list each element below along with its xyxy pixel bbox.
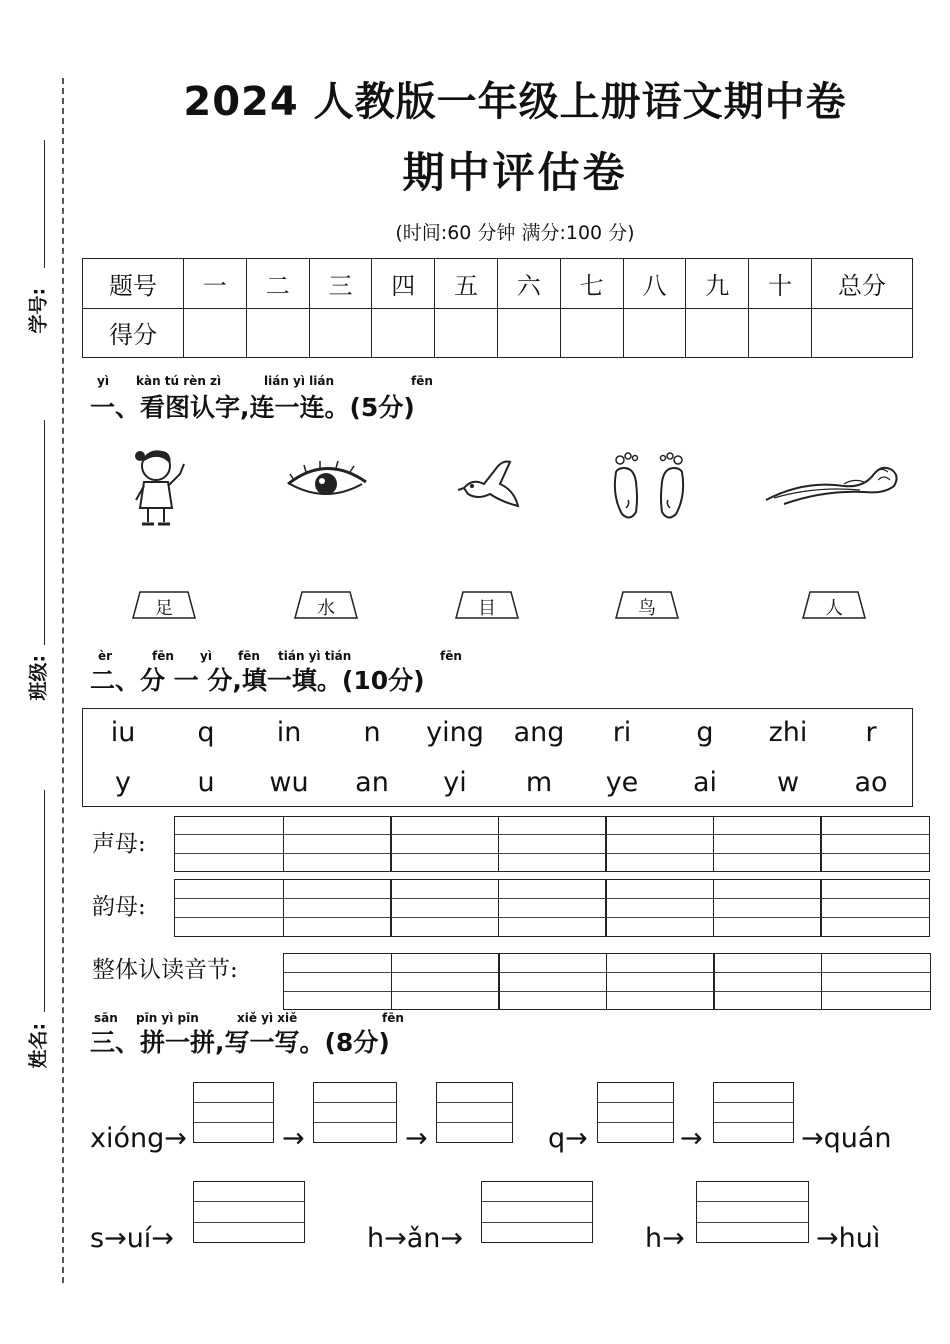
letter: iu [110, 717, 136, 748]
score-header-cell: 总分 [812, 259, 913, 309]
section1-pinyin: fēn [411, 374, 433, 388]
whole-syllable-label: 整体认读音节: [92, 957, 238, 983]
score-cell[interactable] [686, 308, 749, 358]
writing-cell[interactable] [174, 879, 284, 937]
section3-pinyin: xiě yì xiě [237, 1011, 298, 1025]
letter: q [197, 717, 215, 748]
girl-icon [128, 444, 198, 530]
letter: ao [854, 767, 888, 798]
write-box[interactable] [597, 1082, 674, 1143]
arrow: → [282, 1123, 305, 1154]
eye-icon [286, 460, 368, 502]
whole-syllable-grid [283, 953, 931, 1010]
pinyin-end: →huì [816, 1223, 881, 1254]
char-card[interactable] [294, 591, 358, 619]
student-id-blank[interactable] [44, 140, 45, 268]
writing-cell[interactable] [391, 953, 500, 1010]
pinyin-start: h→ǎn→ [367, 1223, 464, 1254]
writing-cell[interactable] [283, 816, 392, 872]
pinyin-start: s→uí→ [90, 1223, 174, 1254]
letter: wu [269, 767, 309, 798]
score-header-cell: 二 [246, 259, 309, 309]
score-table [82, 258, 913, 358]
char-card-text: 鸟 [638, 598, 656, 619]
score-cell[interactable] [812, 308, 913, 358]
letter: n [363, 717, 381, 748]
writing-cell[interactable] [498, 953, 607, 1010]
page-title: 2024 人教版一年级上册语文期中卷 [183, 79, 847, 125]
name-label: 姓名: [27, 1022, 50, 1069]
char-card-text: 水 [317, 598, 335, 619]
writing-cell[interactable] [498, 879, 607, 937]
score-header-cell: 十 [749, 259, 812, 309]
writing-cell[interactable] [820, 879, 930, 937]
write-box[interactable] [481, 1181, 593, 1243]
char-card[interactable] [132, 591, 196, 619]
letter: w [776, 767, 800, 798]
pinyin-end: →quán [801, 1123, 892, 1154]
score-header-cell: 五 [435, 259, 498, 309]
write-box[interactable] [436, 1082, 513, 1143]
char-card[interactable] [802, 591, 866, 619]
section2-pinyin: tián yì tián [278, 649, 352, 663]
score-header-cell: 三 [309, 259, 372, 309]
feet-icon [606, 448, 692, 524]
letter: ye [605, 767, 639, 798]
score-table-score-row [83, 308, 913, 358]
pinyin-start: h→ [645, 1223, 685, 1254]
section3-pinyin: pīn yì pīn [136, 1011, 199, 1025]
letter: m [525, 767, 553, 798]
class-blank[interactable] [44, 420, 45, 645]
writing-cell[interactable] [821, 953, 931, 1010]
writing-cell[interactable] [713, 879, 822, 937]
page-subtitle: 期中评估卷 [402, 148, 628, 197]
score-header-cell: 六 [497, 259, 560, 309]
score-cell[interactable] [560, 308, 623, 358]
char-card-text: 足 [155, 598, 173, 619]
binding-dashed-line [62, 78, 64, 1283]
arrow: → [680, 1123, 703, 1154]
score-table-header-row [83, 259, 913, 309]
section2-pinyin: fēn [152, 649, 174, 663]
letter: ri [612, 717, 632, 748]
score-cell[interactable] [749, 308, 812, 358]
write-box[interactable] [713, 1082, 794, 1143]
section3-heading: 三、拼一拼,写一写。(8分) [90, 1028, 390, 1057]
writing-cell[interactable] [606, 953, 715, 1010]
letter: zhi [768, 717, 808, 748]
section2-pinyin: èr [98, 649, 113, 663]
initials-label: 声母: [92, 831, 146, 857]
section1-heading: 一、看图认字,连一连。(5分) [90, 393, 415, 422]
score-cell[interactable] [372, 308, 435, 358]
section1-pinyin: lián yì lián [264, 374, 335, 388]
writing-cell[interactable] [713, 953, 822, 1010]
section1-pinyin: yì [97, 374, 109, 388]
student-id-label: 学号: [27, 287, 50, 334]
letter: y [115, 767, 131, 798]
char-card-text: 人 [825, 598, 843, 619]
score-header-cell: 八 [623, 259, 686, 309]
score-header-cell: 九 [686, 259, 749, 309]
writing-cell[interactable] [713, 816, 822, 872]
bird-icon [458, 458, 522, 514]
section2-heading: 二、分 一 分,填一填。(10分) [90, 666, 425, 695]
letter: an [355, 767, 389, 798]
pinyin-start: xióng→ [90, 1123, 187, 1154]
char-card[interactable] [455, 591, 519, 619]
score-cell[interactable] [497, 308, 560, 358]
water-wave-icon [764, 460, 904, 508]
score-cell[interactable] [246, 308, 309, 358]
section2-pinyin: fēn [440, 649, 462, 663]
letter: ang [513, 717, 565, 748]
write-box[interactable] [193, 1082, 274, 1143]
score-cell[interactable] [623, 308, 686, 358]
score-header-cell: 四 [372, 259, 435, 309]
finals-label: 韵母: [92, 894, 146, 920]
writing-cell[interactable] [390, 816, 499, 872]
section2-pinyin: fēn [238, 649, 260, 663]
section2-pinyin: yì [200, 649, 212, 663]
writing-cell[interactable] [605, 879, 714, 937]
arrow: → [405, 1123, 428, 1154]
section1-pinyin: kàn tú rèn zì [136, 374, 222, 388]
letter: g [696, 717, 714, 748]
letter: ai [692, 767, 718, 798]
write-box[interactable] [193, 1181, 305, 1243]
writing-cell[interactable] [390, 879, 499, 937]
char-card-text: 目 [478, 598, 496, 619]
write-box[interactable] [313, 1082, 397, 1143]
writing-cell[interactable] [283, 879, 392, 937]
class-label: 班级: [27, 654, 50, 701]
char-card[interactable] [615, 591, 679, 619]
letter: ying [426, 717, 484, 748]
score-cell[interactable] [309, 308, 372, 358]
section3-pinyin: sān [94, 1011, 118, 1025]
finals-grid [174, 879, 930, 937]
initials-grid [174, 816, 930, 872]
score-row-label: 得分 [83, 308, 184, 358]
exam-info: (时间:60 分钟 满分:100 分) [395, 222, 635, 244]
name-blank[interactable] [44, 790, 45, 1012]
writing-cell[interactable] [174, 816, 284, 872]
writing-cell[interactable] [605, 816, 714, 872]
letter: r [865, 717, 877, 748]
score-header-cell: 一 [184, 259, 247, 309]
letter: in [276, 717, 302, 748]
letter: u [197, 767, 215, 798]
write-box[interactable] [696, 1181, 809, 1243]
section3-pinyin: fēn [382, 1011, 404, 1025]
score-header-cell: 七 [560, 259, 623, 309]
score-cell[interactable] [435, 308, 498, 358]
letter: yi [443, 767, 467, 798]
pinyin-start: q→ [548, 1123, 588, 1154]
writing-cell[interactable] [283, 953, 392, 1010]
score-cell[interactable] [184, 308, 247, 358]
writing-cell[interactable] [820, 816, 930, 872]
score-header-cell: 题号 [83, 259, 184, 309]
writing-cell[interactable] [498, 816, 607, 872]
